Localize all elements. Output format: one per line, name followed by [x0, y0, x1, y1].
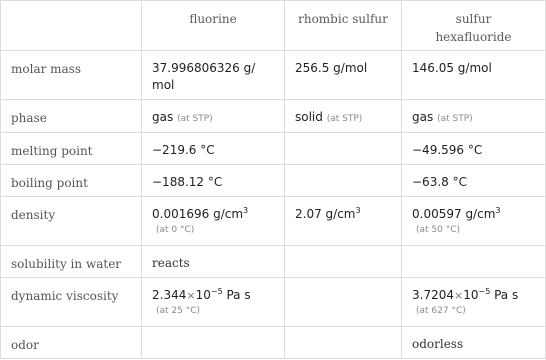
sf6-phase: gas: [412, 110, 434, 124]
rhombic-sulfur-boiling-point: [285, 165, 402, 197]
sf6-solubility: [402, 246, 546, 278]
sf6-density-cell: [402, 197, 546, 246]
fluorine-viscosity-cell: [142, 278, 285, 327]
row-odor: [1, 327, 546, 359]
row-density: [1, 197, 546, 246]
fluorine-viscosity-unit: Pa s: [222, 288, 251, 302]
rhombic-sulfur-phase-note: (at STP): [326, 114, 363, 124]
fluorine-viscosity-note: (at 25 °C): [156, 306, 201, 316]
sf6-viscosity-mantissa: 3.7204: [412, 288, 454, 302]
fluorine-boiling-point: −188.12 °C: [142, 165, 285, 197]
row-dynamic-viscosity: [1, 278, 546, 327]
sf6-viscosity-times: ×: [454, 289, 464, 302]
row-label-dynamic-viscosity: dynamic viscosity: [1, 278, 142, 327]
row-phase: [1, 100, 546, 133]
sf6-viscosity-unit: Pa s: [490, 288, 519, 302]
fluorine-odor: [142, 327, 285, 359]
fluorine-viscosity-times: ×: [186, 289, 196, 302]
header-rhombic-sulfur: rhombic sulfur: [285, 1, 402, 51]
fluorine-viscosity-mantissa: 2.344: [152, 288, 187, 302]
rhombic-sulfur-melting-point: [285, 133, 402, 165]
row-label-density: density: [1, 197, 142, 246]
sf6-density-exp: 3: [495, 206, 501, 215]
fluorine-phase: gas: [152, 110, 174, 124]
sf6-phase-note: (at STP): [437, 114, 473, 124]
sf6-viscosity-cell: [402, 278, 546, 327]
rhombic-sulfur-density: 2.07 g/cm: [295, 207, 356, 221]
header-fluorine: fluorine: [142, 1, 285, 51]
header-sulfur-hexafluoride: sulfur hexafluoride: [402, 1, 546, 51]
rhombic-sulfur-density-exp: 3: [355, 206, 361, 215]
row-solubility: [1, 246, 546, 278]
rhombic-sulfur-density-cell: [285, 197, 402, 246]
sf6-density: 0.00597 g/cm: [412, 207, 496, 221]
fluorine-molar-mass: 37.996806326 g/ mol: [142, 51, 285, 100]
row-label-boiling-point: boiling point: [1, 165, 142, 197]
fluorine-phase-cell: [142, 100, 285, 133]
fluorine-density-exp: 3: [243, 206, 249, 215]
rhombic-sulfur-solubility: [285, 246, 402, 278]
fluorine-viscosity-exp: −5: [210, 287, 223, 296]
sf6-melting-point: −49.596 °C: [402, 133, 546, 165]
sf6-density-note: (at 50 °C): [416, 225, 461, 235]
row-label-solubility: solubility in water: [1, 246, 142, 278]
row-melting-point: [1, 133, 546, 165]
fluorine-density-note: (at 0 °C): [156, 225, 195, 235]
sf6-viscosity-note: (at 627 °C): [416, 306, 466, 316]
row-label-phase: phase: [1, 100, 142, 133]
row-label-melting-point: melting point: [1, 133, 142, 165]
fluorine-melting-point: −219.6 °C: [142, 133, 285, 165]
header-empty: [1, 1, 142, 51]
row-label-molar-mass: molar mass: [1, 51, 142, 100]
row-molar-mass: [1, 51, 546, 100]
sf6-phase-cell: [402, 100, 546, 133]
sf6-viscosity-base: 10: [463, 288, 479, 302]
rhombic-sulfur-molar-mass: 256.5 g/mol: [285, 51, 402, 100]
fluorine-viscosity-base: 10: [195, 288, 211, 302]
sf6-boiling-point: −63.8 °C: [402, 165, 546, 197]
row-boiling-point: [1, 165, 546, 197]
rhombic-sulfur-phase: solid: [295, 110, 323, 124]
rhombic-sulfur-odor: [285, 327, 402, 359]
fluorine-density: 0.001696 g/cm: [152, 207, 244, 221]
header-row: [1, 1, 546, 51]
sf6-odor: odorless: [402, 327, 546, 359]
fluorine-density-cell: [142, 197, 285, 246]
sf6-viscosity-exp: −5: [478, 287, 491, 296]
row-label-odor: odor: [1, 327, 142, 359]
sf6-molar-mass: 146.05 g/mol: [402, 51, 546, 100]
rhombic-sulfur-phase-cell: [285, 100, 402, 133]
fluorine-solubility: reacts: [142, 246, 285, 278]
fluorine-phase-note: (at STP): [177, 114, 213, 124]
rhombic-sulfur-viscosity: [285, 278, 402, 327]
